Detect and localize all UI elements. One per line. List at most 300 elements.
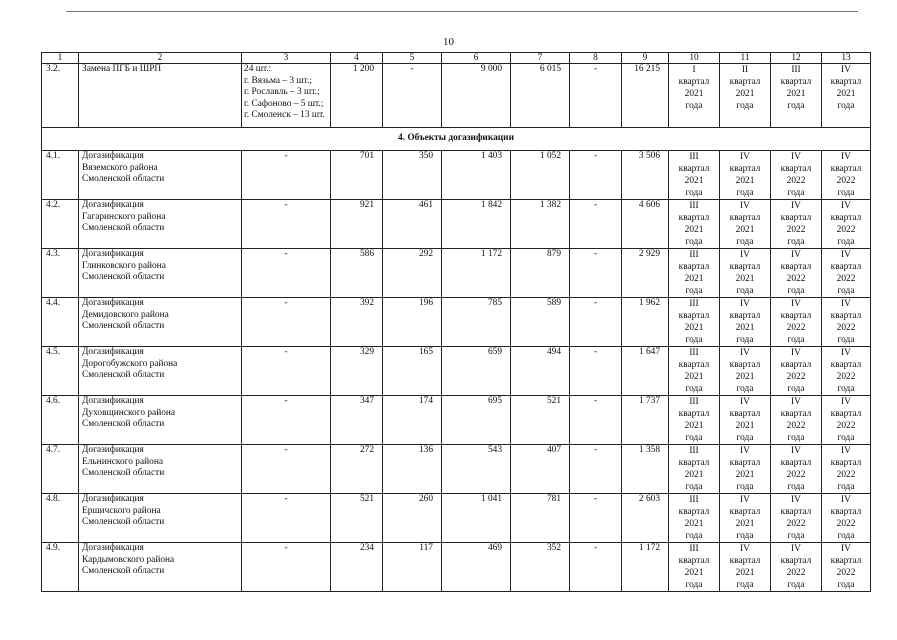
row-name — [79, 347, 242, 396]
cell-quarter — [822, 200, 871, 249]
quarter-line: года — [837, 384, 855, 394]
cell-quarter — [771, 298, 822, 347]
cell-col9: 1 962 — [622, 298, 669, 347]
row-name-line: Догазификация — [82, 396, 144, 406]
row-code: 4.5. — [42, 347, 79, 396]
cell-col5: - — [383, 64, 442, 128]
quarter-line: квартал — [830, 409, 862, 419]
header-rule — [66, 11, 858, 12]
cell-quarter — [771, 200, 822, 249]
row-code: 4.2. — [42, 200, 79, 249]
cell-col8: - — [570, 64, 622, 128]
cell-col7: 6 015 — [511, 64, 570, 128]
quarter-line: года — [787, 384, 805, 394]
row-code: 4.1. — [42, 151, 79, 200]
cell-quarter — [669, 445, 720, 494]
row-name-line: Ельнинского района — [82, 456, 164, 467]
quarter-line: 2021 — [735, 274, 755, 284]
row-code: 4.4. — [42, 298, 79, 347]
cell-quarter — [771, 494, 822, 543]
quarter-line: года — [736, 335, 754, 345]
data-table — [41, 52, 871, 592]
row-name-line: Духовщинского района — [82, 407, 176, 418]
cell-col7: 521 — [511, 396, 570, 445]
quarter-line: III — [689, 250, 699, 260]
quarter-line: 2021 — [735, 519, 755, 529]
quarter-line: 2022 — [836, 323, 856, 333]
quarter-line: квартал — [780, 556, 812, 566]
quarter-line: квартал — [780, 458, 812, 468]
table-row — [42, 543, 871, 592]
quarter-line: года — [685, 384, 703, 394]
cell-quarter — [771, 445, 822, 494]
column-number: 3 — [242, 53, 331, 64]
cell-col9: 1 358 — [622, 445, 669, 494]
quarter-line: квартал — [729, 458, 761, 468]
breakdown-line: г. Сафоново – 5 шт.; — [244, 98, 324, 109]
row-name-line: Смоленской области — [82, 517, 165, 528]
quarter-line: IV — [791, 446, 801, 456]
quarter-line: года — [685, 531, 703, 541]
quarter-line: IV — [791, 397, 801, 407]
quarter-line: года — [736, 237, 754, 247]
quarter-line: 2021 — [684, 176, 704, 186]
quarter-line: 2021 — [684, 372, 704, 382]
cell-col8: - — [570, 200, 622, 249]
cell-col6: 659 — [442, 347, 511, 396]
row-code: 4.7. — [42, 445, 79, 494]
cell-col3: - — [242, 543, 331, 592]
cell-quarter — [720, 298, 771, 347]
row-name-line: Догазификация — [82, 347, 144, 357]
quarter-line: квартал — [780, 311, 812, 321]
quarter-line: IV — [841, 201, 851, 211]
quarter-line: квартал — [729, 311, 761, 321]
cell-col9: 1 737 — [622, 396, 669, 445]
quarter-line: IV — [740, 348, 750, 358]
quarter-line: 2022 — [836, 519, 856, 529]
table-row — [42, 396, 871, 445]
column-number: 6 — [442, 53, 511, 64]
cell-col6: 695 — [442, 396, 511, 445]
quarter-line: III — [689, 495, 699, 505]
column-number: 11 — [720, 53, 771, 64]
cell-quarter — [669, 347, 720, 396]
quarter-line: IV — [740, 152, 750, 162]
quarter-line: III — [689, 152, 699, 162]
quarter-line: года — [787, 482, 805, 492]
quarter-line: квартал — [830, 164, 862, 174]
row-name — [79, 200, 242, 249]
quarter-line: квартал — [780, 213, 812, 223]
cell-col6: 1 403 — [442, 151, 511, 200]
quarter-line: 2022 — [786, 176, 806, 186]
cell-quarter: I квартал 2021 года — [669, 64, 720, 128]
cell-col5: 461 — [383, 200, 442, 249]
cell-quarter — [771, 396, 822, 445]
cell-col4: 272 — [331, 445, 383, 494]
cell-quarter — [669, 543, 720, 592]
quarter-line: квартал — [678, 262, 710, 272]
row-name-line: Догазификация — [82, 543, 144, 553]
cell-col5: 260 — [383, 494, 442, 543]
quarter-line: года — [837, 580, 855, 590]
cell-col4: 347 — [331, 396, 383, 445]
quarter-line: квартал — [830, 360, 862, 370]
cell-col3: - — [242, 347, 331, 396]
quarter-line: квартал — [678, 556, 710, 566]
quarter-line: IV — [841, 152, 851, 162]
column-number: 4 — [331, 53, 383, 64]
quarter-line: года — [837, 286, 855, 296]
quarter-line: квартал — [830, 556, 862, 566]
row-name — [79, 543, 242, 592]
cell-quarter — [720, 151, 771, 200]
cell-quarter — [822, 151, 871, 200]
cell-quarter — [720, 200, 771, 249]
cell-quarter — [669, 151, 720, 200]
cell-col9: 16 215 — [622, 64, 669, 128]
quarter-line: года — [837, 531, 855, 541]
column-number: 1 — [42, 53, 79, 64]
cell-quarter — [822, 249, 871, 298]
cell-quarter: III квартал 2021 года — [771, 64, 822, 128]
quarter-line: 2021 — [684, 274, 704, 284]
column-number: 9 — [622, 53, 669, 64]
row-name-line: Догазификация — [82, 200, 144, 210]
quarter-line: 2022 — [786, 274, 806, 284]
quarter-line: III — [689, 348, 699, 358]
cell-quarter — [822, 445, 871, 494]
row-name-line: Вяземского района — [82, 162, 158, 173]
quarter-line: III — [689, 397, 699, 407]
quarter-line: года — [685, 433, 703, 443]
cell-col5: 117 — [383, 543, 442, 592]
quarter-line: IV — [740, 446, 750, 456]
cell-col3: - — [242, 494, 331, 543]
quarter-line: 2021 — [735, 568, 755, 578]
cell-quarter — [771, 347, 822, 396]
quarter-line: года — [837, 237, 855, 247]
quarter-line: 2021 — [684, 225, 704, 235]
row-name-line: Демидовского района — [82, 309, 169, 320]
cell-quarter — [669, 396, 720, 445]
quarter-line: IV — [740, 544, 750, 554]
quarter-line: IV — [791, 250, 801, 260]
cell-col8: - — [570, 494, 622, 543]
quarter-line: 2021 — [735, 323, 755, 333]
quarter-line: 2021 — [735, 470, 755, 480]
cell-col6: 469 — [442, 543, 511, 592]
quarter-line: года — [736, 482, 754, 492]
quarter-line: года — [685, 286, 703, 296]
row-code: 4.9. — [42, 543, 79, 592]
cell-col8: - — [570, 249, 622, 298]
quarter-line: года — [736, 384, 754, 394]
cell-col6: 1 172 — [442, 249, 511, 298]
cell-quarter — [669, 298, 720, 347]
cell-col7: 494 — [511, 347, 570, 396]
quarter-line: 2021 — [684, 568, 704, 578]
table-row — [42, 151, 871, 200]
cell-col5: 350 — [383, 151, 442, 200]
quarter-line: года — [787, 433, 805, 443]
row-name-line: Ершичского района — [82, 505, 161, 516]
row-name-line: Смоленской области — [82, 370, 165, 381]
cell-col5: 136 — [383, 445, 442, 494]
cell-quarter — [822, 298, 871, 347]
cell-col9: 2 603 — [622, 494, 669, 543]
quarter-line: III — [689, 446, 699, 456]
quarter-line: года — [837, 433, 855, 443]
quarter-line: IV — [841, 495, 851, 505]
row-name-line: Гагаринского района — [82, 211, 166, 222]
row-name — [79, 151, 242, 200]
quarter-line: квартал — [780, 409, 812, 419]
quarter-line: квартал — [678, 507, 710, 517]
column-number: 10 — [669, 53, 720, 64]
quarter-line: года — [787, 188, 805, 198]
cell-col4: 586 — [331, 249, 383, 298]
quarter-line: года — [736, 188, 754, 198]
quarter-line: года — [685, 580, 703, 590]
row-name-line: Смоленской области — [82, 566, 165, 577]
quarter-line: IV — [791, 495, 801, 505]
quarter-line: года — [787, 335, 805, 345]
quarter-line: IV — [740, 250, 750, 260]
quarter-line: IV — [841, 397, 851, 407]
section-row — [42, 128, 871, 151]
quarter-line: IV — [740, 201, 750, 211]
quarter-line: IV — [791, 152, 801, 162]
quarter-line: IV — [841, 348, 851, 358]
cell-col5: 292 — [383, 249, 442, 298]
cell-col7: 407 — [511, 445, 570, 494]
quarter-line: 2021 — [684, 421, 704, 431]
quarter-line: 2022 — [786, 323, 806, 333]
quarter-line: года — [837, 188, 855, 198]
quarter-line: IV — [740, 397, 750, 407]
row-name-line: Догазификация — [82, 249, 144, 259]
quarter-line: квартал — [729, 360, 761, 370]
quarter-line: квартал — [729, 262, 761, 272]
cell-quarter — [720, 249, 771, 298]
quarter-line: III — [689, 544, 699, 554]
quarter-line: 2022 — [836, 568, 856, 578]
cell-col8: - — [570, 396, 622, 445]
quarter-line: 2021 — [684, 470, 704, 480]
cell-col7: 589 — [511, 298, 570, 347]
row-code: 4.3. — [42, 249, 79, 298]
column-number: 5 — [383, 53, 442, 64]
cell-col7: 352 — [511, 543, 570, 592]
quarter-line: квартал — [678, 360, 710, 370]
quarter-line: 2022 — [786, 519, 806, 529]
cell-col7: 1 382 — [511, 200, 570, 249]
row-name-line: Смоленской области — [82, 468, 165, 479]
cell-col6: 785 — [442, 298, 511, 347]
cell-col9: 4 606 — [622, 200, 669, 249]
cell-quarter: II квартал 2021 года — [720, 64, 771, 128]
row-name-line: Кардымовского района — [82, 554, 175, 565]
quarter-line: квартал — [678, 409, 710, 419]
row-quantity-breakdown — [242, 64, 331, 128]
cell-quarter — [669, 200, 720, 249]
quarter-line: года — [787, 580, 805, 590]
row-code: 4.6. — [42, 396, 79, 445]
quarter-line: 2022 — [836, 421, 856, 431]
quarter-line: квартал — [830, 311, 862, 321]
quarter-line: IV — [841, 250, 851, 260]
cell-quarter — [771, 543, 822, 592]
cell-col4: 521 — [331, 494, 383, 543]
row-name-line: Глинковского района — [82, 260, 166, 271]
column-number: 2 — [79, 53, 242, 64]
row-name — [79, 396, 242, 445]
cell-col9: 1 647 — [622, 347, 669, 396]
cell-col8: - — [570, 445, 622, 494]
cell-col7: 1 052 — [511, 151, 570, 200]
cell-col5: 165 — [383, 347, 442, 396]
cell-col9: 2 929 — [622, 249, 669, 298]
quarter-line: 2021 — [735, 225, 755, 235]
quarter-line: 2022 — [786, 372, 806, 382]
row-name-line: Дорогобужского района — [82, 358, 178, 369]
quarter-line: 2022 — [836, 372, 856, 382]
cell-quarter — [720, 396, 771, 445]
quarter-line: 2022 — [836, 470, 856, 480]
breakdown-line: г. Вязьма – 3 шт.; — [244, 75, 313, 86]
quarter-line: квартал — [729, 409, 761, 419]
cell-col6: 9 000 — [442, 64, 511, 128]
quarter-line: квартал — [729, 164, 761, 174]
cell-col8: - — [570, 298, 622, 347]
quarter-line: IV — [740, 299, 750, 309]
quarter-line: 2021 — [735, 176, 755, 186]
cell-quarter — [720, 543, 771, 592]
cell-col4: 1 200 — [331, 64, 383, 128]
cell-col3: - — [242, 298, 331, 347]
cell-col7: 879 — [511, 249, 570, 298]
row-name-line: Догазификация — [82, 445, 144, 455]
row-name-line: Догазификация — [82, 298, 144, 308]
table-row — [42, 200, 871, 249]
quarter-line: 2022 — [836, 176, 856, 186]
cell-col6: 1 842 — [442, 200, 511, 249]
quarter-line: квартал — [729, 213, 761, 223]
cell-col3: - — [242, 151, 331, 200]
quarter-line: года — [787, 237, 805, 247]
quarter-line: года — [736, 433, 754, 443]
row-name — [79, 249, 242, 298]
cell-quarter — [822, 494, 871, 543]
cell-quarter — [669, 494, 720, 543]
quarter-line: IV — [841, 446, 851, 456]
cell-col4: 921 — [331, 200, 383, 249]
quarter-line: квартал — [729, 507, 761, 517]
row-code: 4.8. — [42, 494, 79, 543]
cell-quarter — [669, 249, 720, 298]
cell-quarter — [822, 396, 871, 445]
cell-col5: 196 — [383, 298, 442, 347]
column-number: 12 — [771, 53, 822, 64]
quarter-line: IV — [791, 299, 801, 309]
quarter-line: 2021 — [684, 519, 704, 529]
row-name-line: Смоленской области — [82, 272, 165, 283]
cell-col4: 701 — [331, 151, 383, 200]
quarter-line: 2022 — [786, 568, 806, 578]
quarter-line: квартал — [729, 556, 761, 566]
quarter-line: квартал — [780, 262, 812, 272]
quarter-line: 2021 — [735, 372, 755, 382]
column-number: 8 — [570, 53, 622, 64]
cell-col9: 3 506 — [622, 151, 669, 200]
quarter-line: квартал — [678, 458, 710, 468]
row-name-line: Смоленской области — [82, 321, 165, 332]
quarter-line: III — [689, 201, 699, 211]
cell-col3: - — [242, 396, 331, 445]
quarter-line: квартал — [678, 164, 710, 174]
cell-col7: 781 — [511, 494, 570, 543]
quarter-line: квартал — [830, 262, 862, 272]
cell-col6: 1 041 — [442, 494, 511, 543]
row-code: 3.2. — [42, 64, 79, 128]
cell-quarter — [771, 151, 822, 200]
row-name — [79, 445, 242, 494]
quarter-line: квартал — [830, 213, 862, 223]
cell-col4: 234 — [331, 543, 383, 592]
quarter-line: IV — [791, 201, 801, 211]
quarter-line: квартал — [678, 311, 710, 321]
quarter-line: IV — [740, 495, 750, 505]
quarter-line: 2022 — [786, 225, 806, 235]
quarter-line: 2022 — [786, 470, 806, 480]
cell-col4: 329 — [331, 347, 383, 396]
cell-quarter — [720, 494, 771, 543]
breakdown-line: г. Рославль – 3 шт.; — [244, 87, 320, 98]
quarter-line: 2021 — [684, 323, 704, 333]
quarter-line: года — [736, 286, 754, 296]
row-name — [79, 298, 242, 347]
column-number-row — [42, 53, 871, 64]
quarter-line: IV — [841, 544, 851, 554]
row-name-line: Смоленской области — [82, 223, 165, 234]
cell-quarter: IV квартал 2021 года — [822, 64, 871, 128]
quarter-line: года — [787, 531, 805, 541]
column-number: 7 — [511, 53, 570, 64]
cell-col3: - — [242, 445, 331, 494]
cell-col6: 543 — [442, 445, 511, 494]
quarter-line: года — [685, 237, 703, 247]
quarter-line: III — [689, 299, 699, 309]
quarter-line: года — [837, 335, 855, 345]
cell-quarter — [822, 347, 871, 396]
cell-col8: - — [570, 151, 622, 200]
quarter-line: IV — [841, 299, 851, 309]
quarter-line: года — [736, 580, 754, 590]
quarter-line: года — [685, 482, 703, 492]
table-row — [42, 64, 871, 128]
table-row — [42, 494, 871, 543]
quarter-line: квартал — [780, 360, 812, 370]
row-name-line: Догазификация — [82, 494, 144, 504]
table-row — [42, 445, 871, 494]
breakdown-line: 24 шт.: — [244, 64, 272, 74]
quarter-line: года — [685, 335, 703, 345]
page-number: 10 — [443, 36, 454, 48]
cell-quarter — [720, 347, 771, 396]
cell-col5: 174 — [383, 396, 442, 445]
